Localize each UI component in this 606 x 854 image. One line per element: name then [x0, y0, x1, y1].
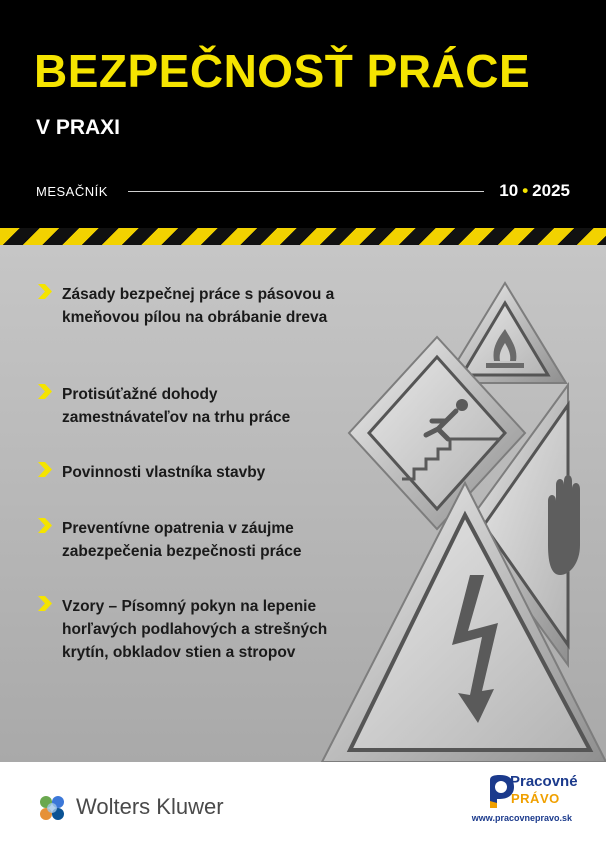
chevron-right-icon [38, 384, 52, 399]
chevron-right-icon [38, 284, 52, 299]
cover-main [0, 245, 606, 762]
magazine-subtitle: V PRAXI [36, 116, 121, 139]
frequency-label: MESAČNÍK [36, 184, 108, 199]
publisher-name: Wolters Kluwer [76, 794, 224, 819]
wolters-kluwer-logo-icon [36, 792, 68, 824]
chevron-right-icon [38, 518, 52, 533]
hazard-stripe [0, 228, 606, 245]
contents-item-text: Zásady bezpečnej práce s pásovou a kmeňovou pílou na obrábanie dreva [62, 286, 335, 326]
contents-item [38, 461, 342, 484]
header-divider [128, 191, 484, 192]
contents-item-text: Vzory – Písomný pokyn na lepenie horľavých podlahových a strešných krytín, obkladov stien a stropov [62, 598, 328, 661]
contents-item [38, 595, 342, 664]
contents-item [38, 383, 342, 429]
magazine-title: BEZPEČNOSŤ PRÁCE [34, 45, 531, 97]
contents-item-text: Protisúťažné dohody zamestnávateľov na trhu práce [62, 386, 291, 426]
chevron-right-icon [38, 462, 52, 477]
contents-item-text: Povinnosti vlastníka stavby [62, 464, 266, 481]
brand-url[interactable]: www.pracovnepravo.sk [471, 813, 572, 823]
cover-header [0, 0, 606, 228]
issue-number: 10 [499, 181, 519, 200]
brand-name-line2: PRÁVO [511, 791, 560, 806]
contents-item [38, 517, 342, 563]
issue-separator: • [522, 181, 529, 200]
cover-footer [0, 762, 606, 854]
contents-item [38, 283, 342, 329]
issue-label [499, 182, 570, 199]
chevron-right-icon [38, 596, 52, 611]
issue-year: 2025 [532, 181, 570, 200]
brand-name-line1: Pracovné [510, 773, 578, 790]
contents-item-text: Preventívne opatrenia v záujme zabezpečenia bezpečnosti práce [62, 520, 302, 560]
